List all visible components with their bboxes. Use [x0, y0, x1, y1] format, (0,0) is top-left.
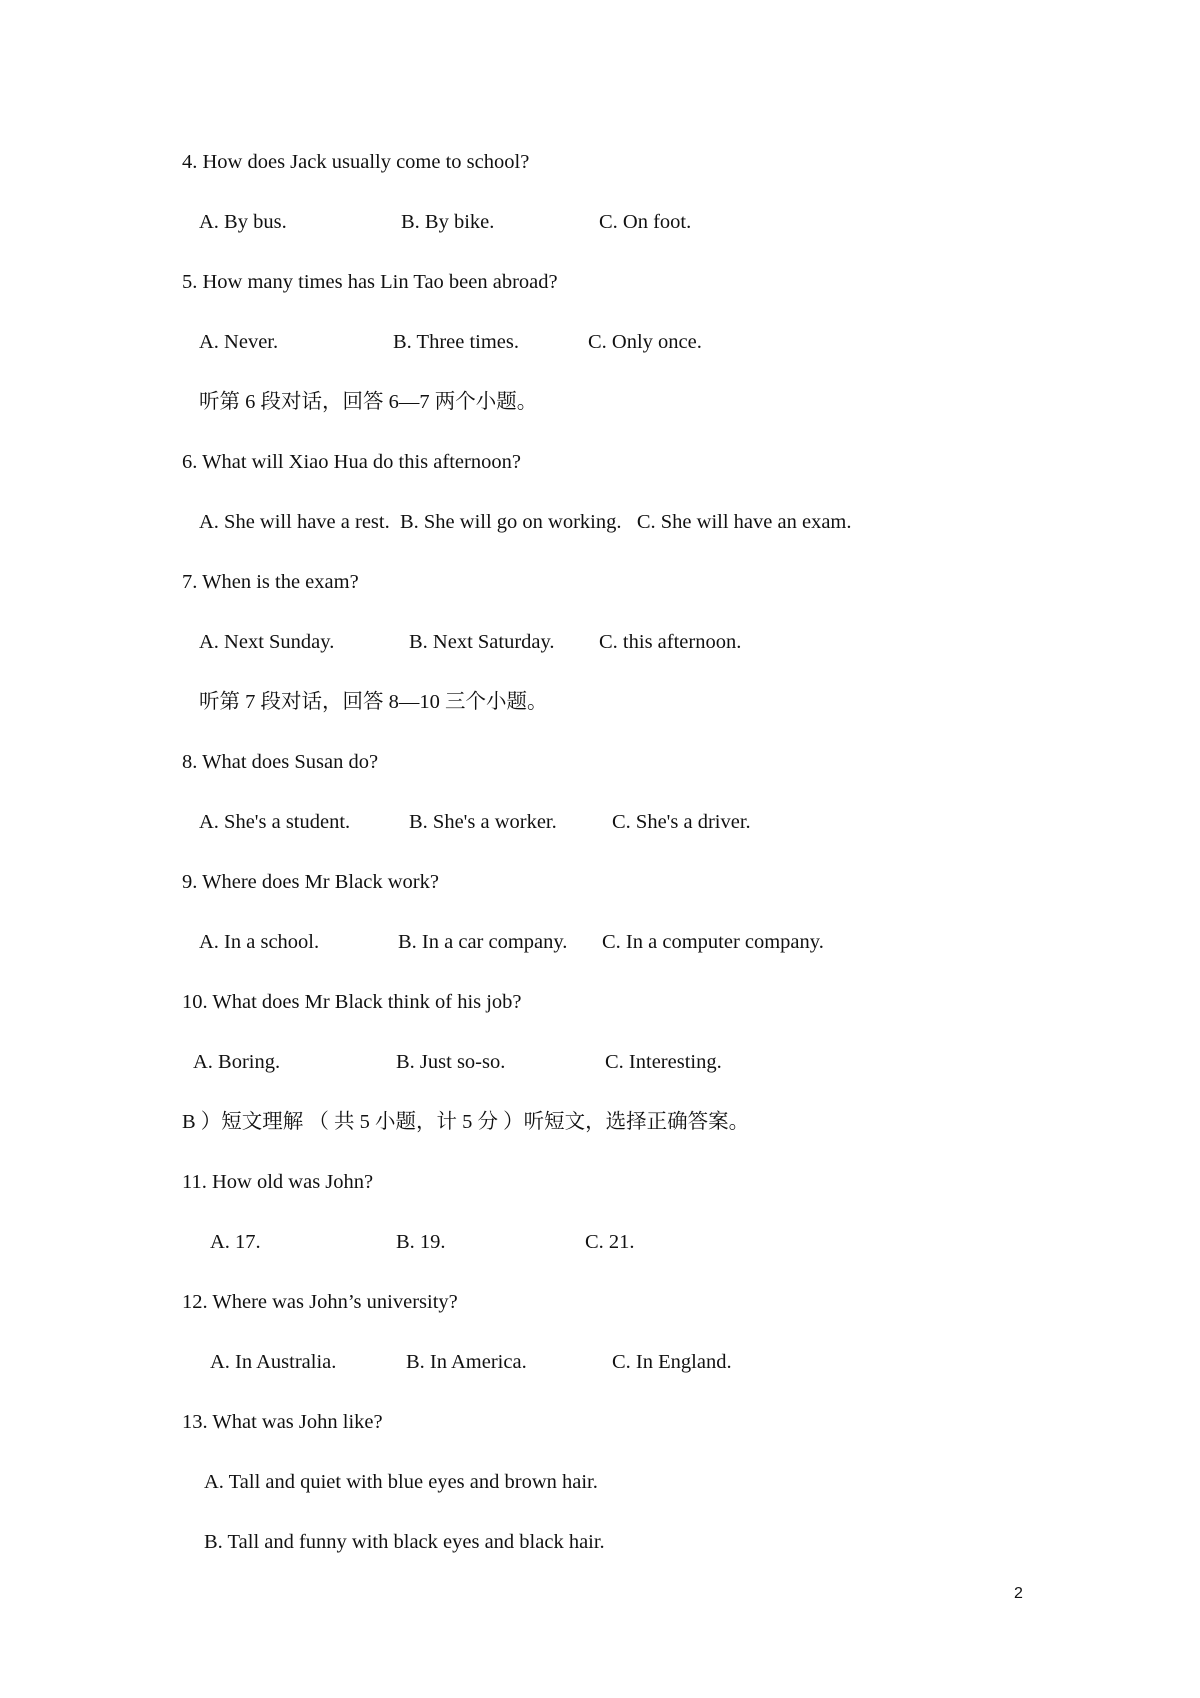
question-8: 8. What does Susan do? — [182, 751, 379, 773]
question-12-option-c: C. In England. — [612, 1351, 732, 1373]
question-12: 12. Where was John’s university? — [182, 1291, 458, 1313]
question-13: 13. What was John like? — [182, 1411, 383, 1433]
question-7: 7. When is the exam? — [182, 571, 359, 593]
question-9-option-c: C. In a computer company. — [602, 931, 824, 953]
question-9: 9. Where does Mr Black work? — [182, 871, 439, 893]
question-13-option-a: A. Tall and quiet with blue eyes and brown hair. — [204, 1471, 598, 1493]
page-number: 2 — [1014, 1585, 1023, 1602]
question-12-option-a: A. In Australia. — [210, 1351, 337, 1373]
question-6-options: A. She will have a rest. B. She will go on working. C. She will have an exam. — [199, 511, 852, 533]
question-7-option-b: B. Next Saturday. — [409, 631, 555, 653]
question-6: 6. What will Xiao Hua do this afternoon? — [182, 451, 521, 473]
question-11-option-a: A. 17. — [210, 1231, 261, 1253]
question-5-option-c: C. Only once. — [588, 331, 702, 353]
question-4: 4. How does Jack usually come to school? — [182, 151, 530, 173]
question-10-option-c: C. Interesting. — [605, 1051, 722, 1073]
question-7-option-c: C. this afternoon. — [599, 631, 742, 653]
question-9-option-b: B. In a car company. — [398, 931, 568, 953]
question-11-option-c: C. 21. — [585, 1231, 635, 1253]
question-10: 10. What does Mr Black think of his job? — [182, 991, 522, 1013]
question-12-option-b: B. In America. — [406, 1351, 527, 1373]
question-10-option-b: B. Just so-so. — [396, 1051, 506, 1073]
question-4-option-b: B. By bike. — [401, 211, 495, 233]
question-11-option-b: B. 19. — [396, 1231, 446, 1253]
section-b-heading: B ）短文理解 （ 共 5 小题，计 5 分 ）听短文，选择正确答案。 — [182, 1111, 750, 1133]
question-9-option-a: A. In a school. — [199, 931, 320, 953]
instruction-dialogue-7: 听第 7 段对话，回答 8—10 三个小题。 — [199, 691, 548, 713]
question-11: 11. How old was John? — [182, 1171, 374, 1193]
question-8-option-c: C. She's a driver. — [612, 811, 751, 833]
question-10-option-a: A. Boring. — [193, 1051, 281, 1073]
question-4-option-c: C. On foot. — [599, 211, 692, 233]
question-8-option-b: B. She's a worker. — [409, 811, 557, 833]
question-7-option-a: A. Next Sunday. — [199, 631, 335, 653]
question-4-option-a: A. By bus. — [199, 211, 287, 233]
question-8-option-a: A. She's a student. — [199, 811, 351, 833]
question-13-option-b: B. Tall and funny with black eyes and black hair. — [204, 1531, 605, 1553]
instruction-dialogue-6: 听第 6 段对话，回答 6—7 两个小题。 — [199, 391, 538, 413]
question-5: 5. How many times has Lin Tao been abroad? — [182, 271, 558, 293]
question-5-option-b: B. Three times. — [393, 331, 520, 353]
question-5-option-a: A. Never. — [199, 331, 279, 353]
